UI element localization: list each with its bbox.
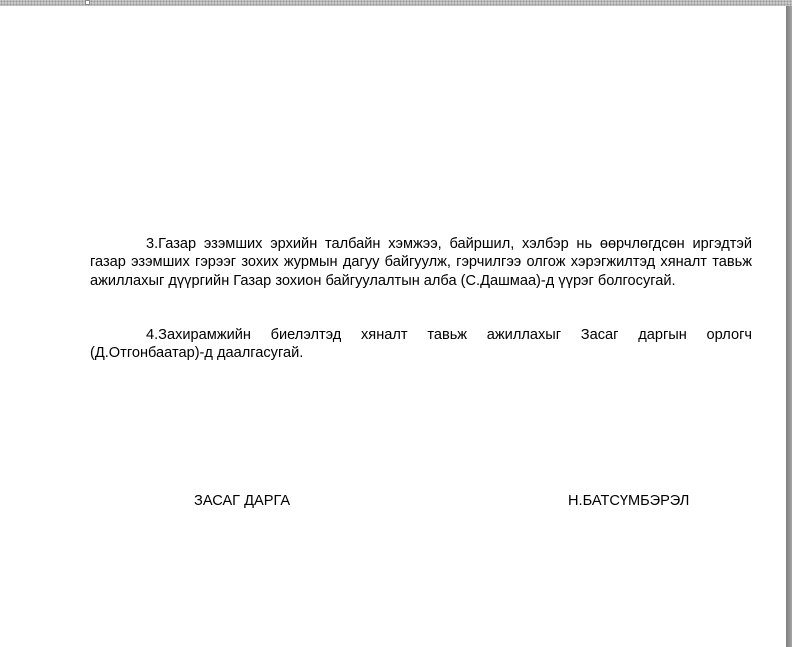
- paragraph-3: 3.Газар эзэмших эрхийн талбайн хэмжээ, байршил, хэлбэр нь өөрчлөгдсөн иргэдтэй газар эзэмших гэрээг зохих журмын дагуу байгуулж, гэрчилгээ олгож хэрэгжилтэд хяналт тавьж ажиллахыг дүүргийн Газар зохион байгуулалтын алба (С.Дашмаа)-д үүрэг болгосугай.: [90, 236, 752, 289]
- signature-title: ЗАСАГ ДАРГА: [194, 493, 291, 509]
- document-page[interactable]: [0, 6, 786, 647]
- page-shadow: [786, 6, 792, 647]
- ruler-marker[interactable]: [85, 0, 90, 5]
- signature-name: Н.БАТСҮМБЭРЭЛ: [568, 493, 690, 509]
- paragraph-4: 4.Захирамжийн биелэлтэд хяналт тавьж ажиллахыг Засаг даргын орлогч (Д.Отгонбаатар)-д даалгасугай.: [90, 327, 752, 362]
